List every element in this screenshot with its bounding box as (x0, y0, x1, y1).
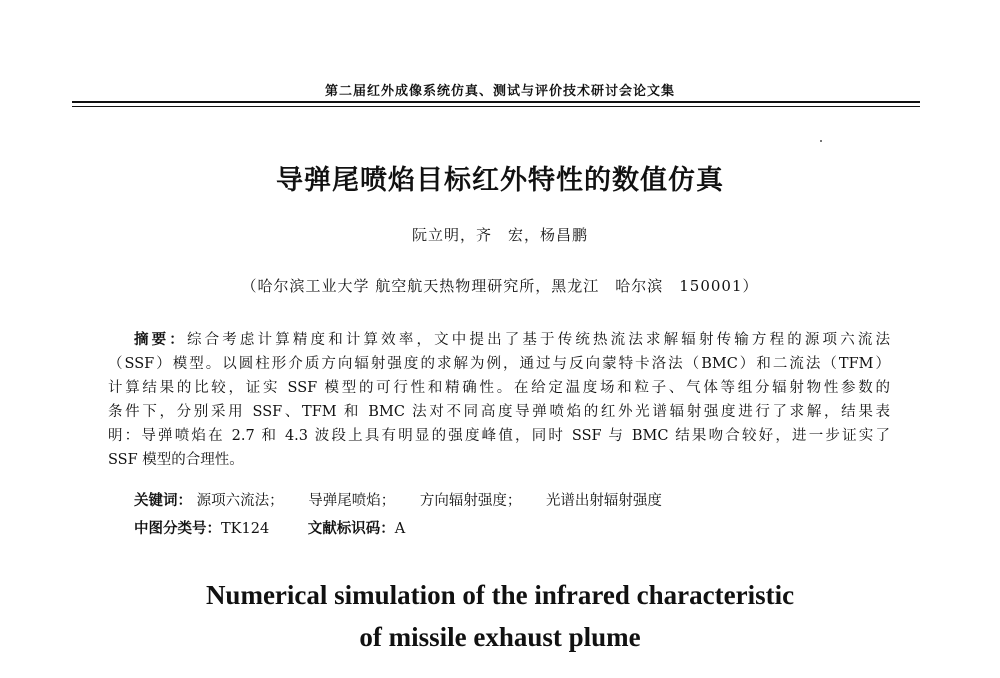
abstract-line-2: （SSF）模型。以圆柱形介质方向辐射强度的求解为例，通过与反向蒙特卡洛法（BMC）和二流法（TFM） (108, 356, 890, 372)
keywords (134, 489, 682, 510)
paper-title-en-line-1: Numerical simulation of the infrared characteristic (205, 580, 795, 610)
classification-line (134, 517, 405, 538)
keywords-label: 关键词： (134, 493, 192, 509)
authors: 阮立明，齐 宏，杨昌鹏 (411, 226, 588, 244)
paper-title-en (0, 574, 1000, 658)
abstract-line-4: 条件下，分别采用 SSF、TFM 和 BMC 法对不同高度导弹喷焰的红外光谱辐射强度进行了求解，结果表 (108, 404, 890, 420)
keyword-item: 导弹尾喷焰； (308, 493, 396, 509)
keyword-item: 源项六流法； (196, 493, 284, 509)
abstract-line-5: 明：导弹喷焰在 2.7 和 4.3 波段上具有明显的强度峰值，同时 SSF 与 BMC 结果吻合较好，进一步证实了 (108, 428, 890, 444)
keyword-item: 光谱出射辐射强度 (545, 493, 662, 509)
header-rule-thin (72, 106, 920, 107)
classification-value: TK124 (221, 521, 270, 537)
paper-title-cn: 导弹尾喷焰目标红外特性的数值仿真 (276, 165, 724, 196)
document-code-value: A (394, 521, 406, 537)
affiliation: （哈尔滨工业大学 航空航天热物理研究所，黑龙江 哈尔滨 150001） (241, 277, 759, 295)
abstract-label: 摘要： (134, 332, 187, 348)
abstract-line-3: 计算结果的比较，证实 SSF 模型的可行性和精确性。在给定温度场和粒子、气体等组分辐射物性参数的 (108, 380, 890, 396)
paper-title-en-line-2: of missile exhaust plume (359, 622, 641, 652)
document-code-label: 文献标识码： (307, 521, 395, 537)
abstract (108, 328, 890, 472)
scan-speck (820, 140, 822, 142)
abstract-line-6: SSF 模型的合理性。 (108, 452, 244, 468)
classification-label: 中图分类号： (134, 521, 221, 537)
running-header: 第二届红外成像系统仿真、测试与评价技术研讨会论文集 (324, 84, 675, 99)
abstract-line-1 (108, 328, 890, 352)
abstract-text-1: 综合考虑计算精度和计算效率，文中提出了基于传统热流法求解辐射传输方程的源项六流法 (186, 332, 891, 348)
header-rule-thick (72, 101, 920, 103)
document-code (308, 521, 405, 537)
keyword-item: 方向辐射强度； (419, 493, 522, 509)
